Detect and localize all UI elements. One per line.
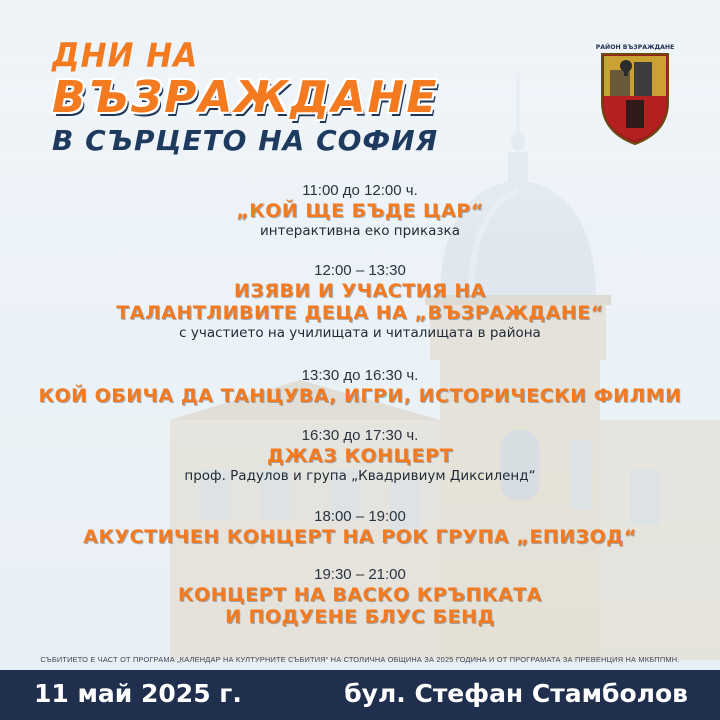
event-time: 18:00 – 19:00 xyxy=(314,508,406,525)
event-description: с участието на училищата и читалищата в района xyxy=(179,325,541,341)
schedule-item-1 xyxy=(0,182,720,240)
event-title: КОЙ ОБИЧА ДА ТАНЦУВА, ИГРИ, ИСТОРИЧЕСКИ ФИЛМИ xyxy=(38,385,682,407)
title-line-3: В СЪРЦЕТО НА СОФИЯ xyxy=(52,124,439,157)
event-title: И ПОДУЕНЕ БЛУС БЕНД xyxy=(225,606,495,628)
schedule-item-5 xyxy=(0,508,720,548)
schedule-item-3 xyxy=(0,367,720,407)
footer-bar xyxy=(0,670,720,720)
crest-label: РАЙОН ВЪЗРАЖДАНЕ xyxy=(596,44,674,51)
event-address: бул. Стефан Стамболов xyxy=(344,679,688,708)
schedule-item-6 xyxy=(0,566,720,628)
event-time: 16:30 до 17:30 ч. xyxy=(301,427,419,444)
schedule-item-4 xyxy=(0,427,720,485)
event-time: 12:00 – 13:30 xyxy=(314,262,406,279)
event-title: „КОЙ ЩЕ БЪДЕ ЦАР“ xyxy=(236,200,484,222)
event-date: 11 май 2025 г. xyxy=(34,679,242,708)
district-crest-logo xyxy=(596,40,674,146)
program-footnote: СЪБИТИЕТО Е ЧАСТ ОТ ПРОГРАМА „КАЛЕНДАР НА КУЛТУРНИТЕ СЪБИТИЯ“ НА СТОЛИЧНА ОБЩИНА ЗА 2025 ГОДИНА И ОТ ПРОГРАМАТА ЗА ПРЕВЕНЦИЯ НА МКБППМН. xyxy=(40,655,680,664)
event-title: КОНЦЕРТ НА ВАСКО КРЪПКАТА xyxy=(178,584,542,606)
title-line-2: ВЪЗРАЖДАНЕ xyxy=(52,72,439,123)
event-description: проф. Радулов и група „Квадривиум Диксиленд“ xyxy=(184,468,536,484)
event-time: 13:30 до 16:30 ч. xyxy=(301,367,419,384)
event-time: 11:00 до 12:00 ч. xyxy=(302,182,418,199)
title-line-1: ДНИ НА xyxy=(52,37,199,75)
event-title: ИЗЯВИ И УЧАСТИЯ НА xyxy=(234,280,486,302)
event-description: интерактивна еко приказка xyxy=(260,223,460,239)
event-title: ТАЛАНТЛИВИТЕ ДЕЦА НА „ВЪЗРАЖДАНЕ“ xyxy=(116,302,604,324)
event-title: АКУСТИЧЕН КОНЦЕРТ НА РОК ГРУПА „ЕПИЗОД“ xyxy=(83,526,637,548)
event-title: ДЖАЗ КОНЦЕРТ xyxy=(266,445,454,467)
schedule-item-2 xyxy=(0,262,720,342)
event-time: 19:30 – 21:00 xyxy=(314,566,406,583)
